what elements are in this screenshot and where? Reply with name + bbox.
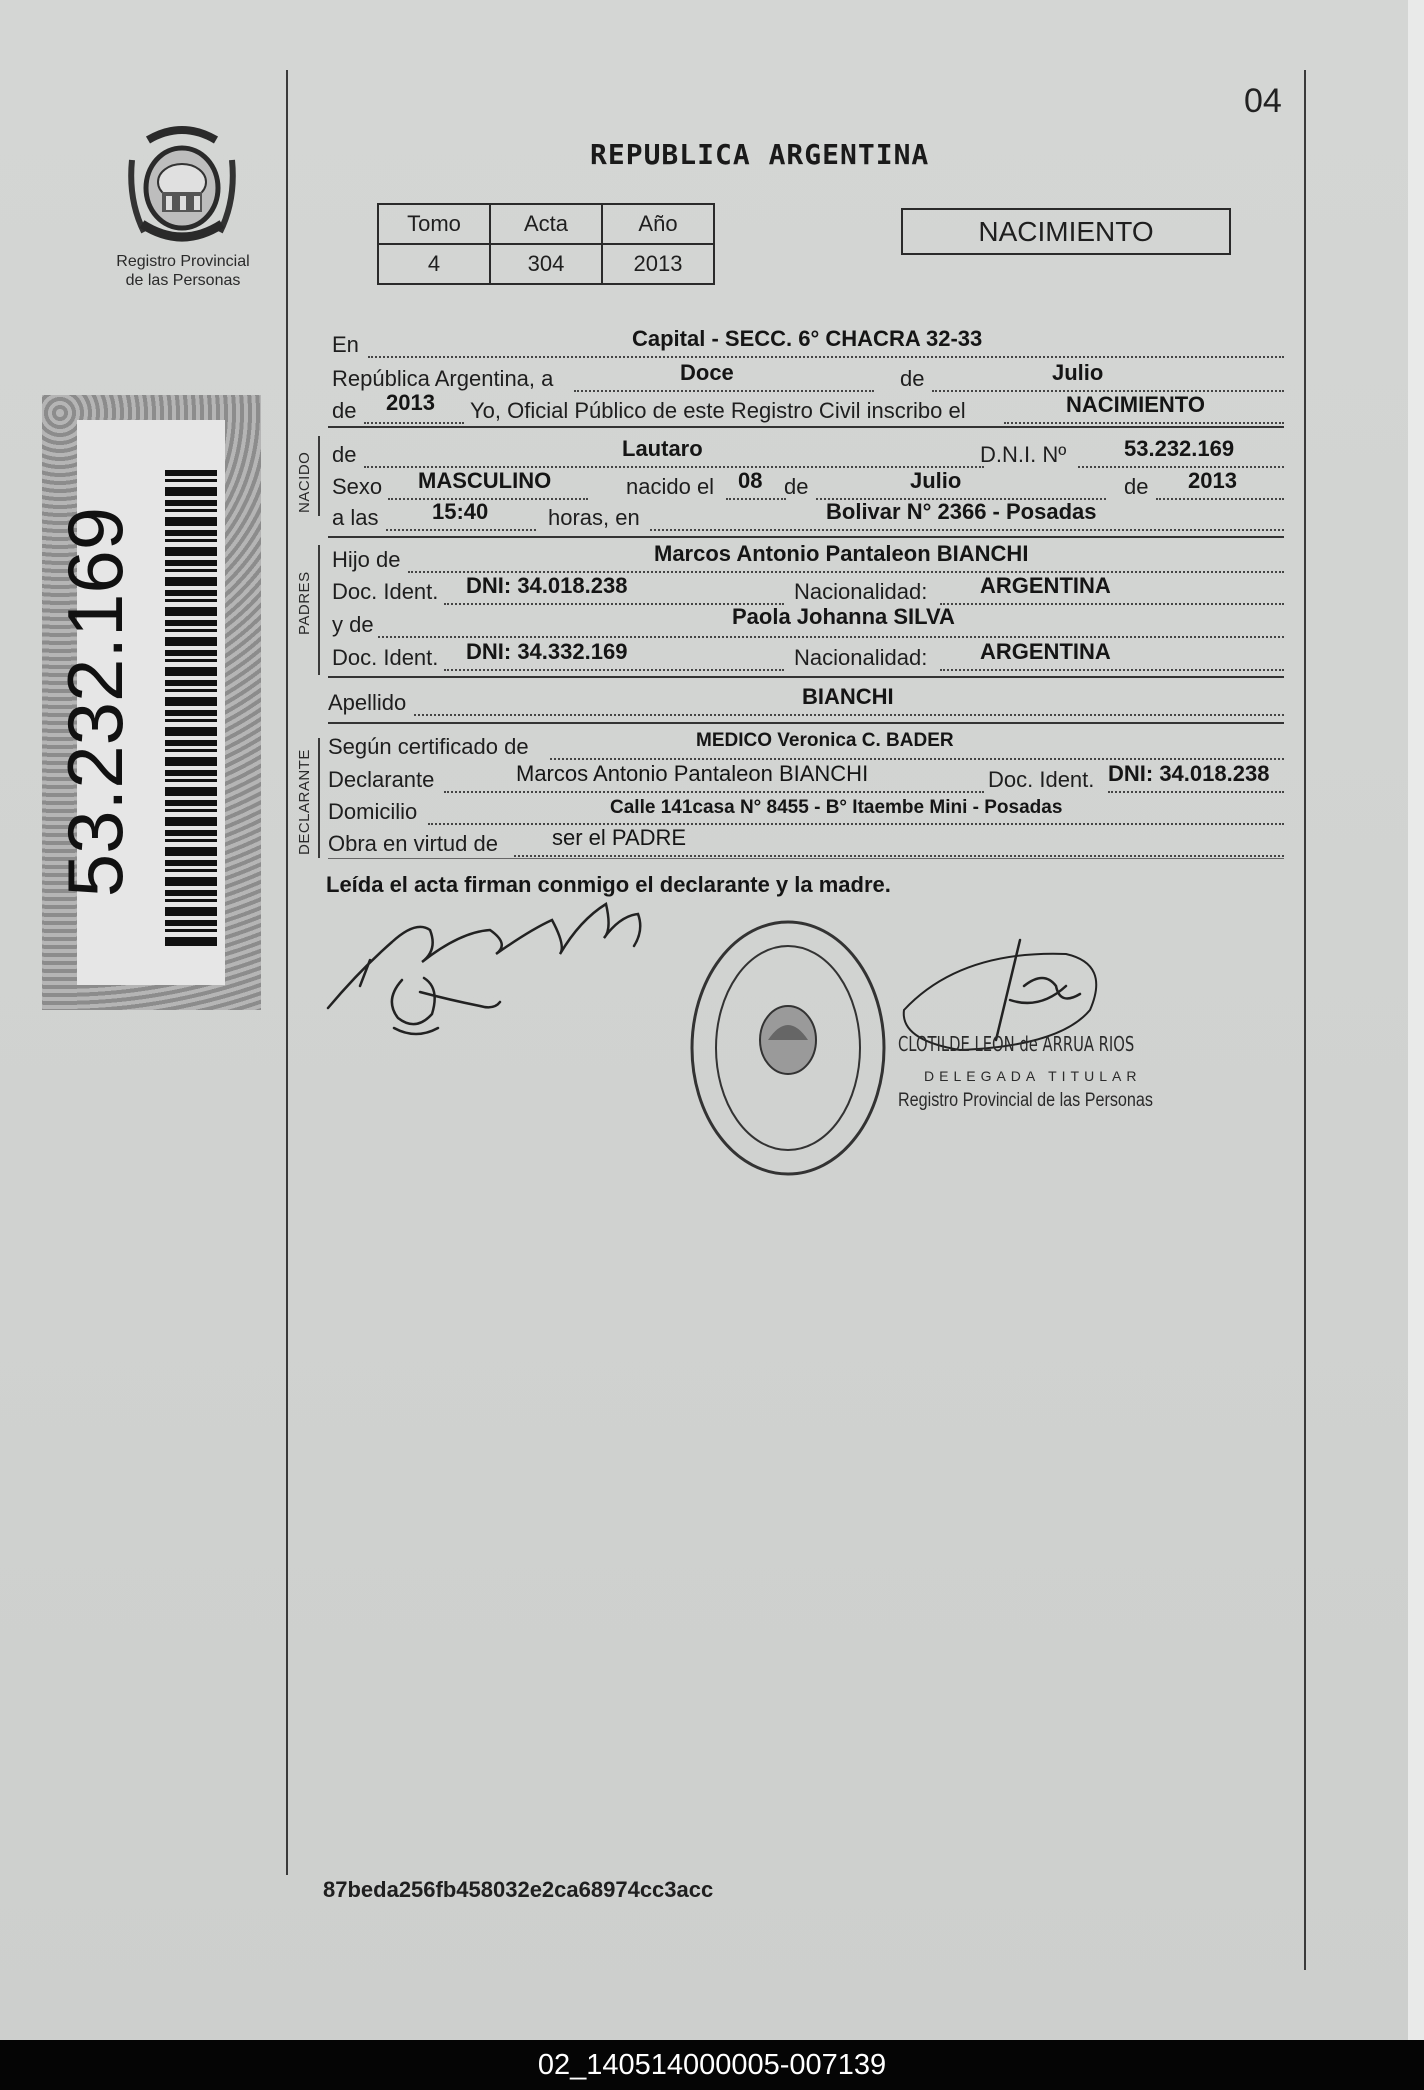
label-hijo-de: Hijo de xyxy=(332,547,401,572)
label-doc-ident-1: Doc. Ident. xyxy=(332,579,439,604)
value-declarante: Marcos Antonio Pantaleon BIANCHI xyxy=(516,761,869,786)
label-nacido-el: nacido el xyxy=(626,474,715,499)
closing-statement: Leída el acta firman conmigo el declarante y la madre. xyxy=(326,872,891,897)
row-apellido xyxy=(328,684,1284,720)
barcode-icon xyxy=(165,470,217,950)
row-domicilio xyxy=(328,797,1284,829)
value-madre: Paola Johanna SILVA xyxy=(732,604,955,629)
padres-bracket xyxy=(318,545,320,675)
office-line-2: de las Personas xyxy=(125,272,241,289)
label-doc-ident-2: Doc. Ident. xyxy=(332,645,439,670)
section-separator xyxy=(328,426,1284,428)
office-name xyxy=(100,252,266,290)
misiones-coat-of-arms-icon xyxy=(128,120,236,250)
official-seal-icon xyxy=(692,922,884,1174)
dotted-line xyxy=(940,667,1284,671)
dotted-line xyxy=(368,354,1284,358)
label-segun: Según certificado de xyxy=(328,734,529,759)
section-separator xyxy=(328,536,1284,538)
value-nombre: Lautaro xyxy=(622,436,703,461)
value-mes-acta: Julio xyxy=(1052,360,1104,385)
label-obra: Obra en virtud de xyxy=(328,831,498,856)
page-edge xyxy=(1408,0,1424,2040)
document-hash: 87beda256fb458032e2ca68974cc3acc xyxy=(323,1877,714,1902)
value-madre-nac: ARGENTINA xyxy=(980,639,1111,664)
label-en: En xyxy=(332,332,359,357)
dni-barcode-strip xyxy=(42,395,261,1010)
registry-value-anio: 2013 xyxy=(602,244,714,284)
dotted-line xyxy=(444,667,784,671)
registry-header-acta: Acta xyxy=(490,204,602,244)
office-line-1: Registro Provincial xyxy=(116,253,250,270)
dotted-line xyxy=(1156,496,1284,500)
dotted-line xyxy=(364,420,464,424)
row-madre-doc xyxy=(328,639,1284,675)
label-republica: República Argentina, a xyxy=(332,366,554,391)
section-separator xyxy=(328,858,1284,859)
stamp-organization: Registro Provincial de las Personas xyxy=(898,1090,1153,1111)
row-hora xyxy=(328,499,1284,535)
value-madre-doc: DNI: 34.332.169 xyxy=(466,639,628,664)
value-mes-nac: Julio xyxy=(910,468,962,493)
value-padre: Marcos Antonio Pantaleon BIANCHI xyxy=(654,541,1029,566)
dotted-line xyxy=(444,789,984,793)
registry-table xyxy=(377,203,715,285)
value-padre-nac: ARGENTINA xyxy=(980,573,1111,598)
dni-barcode-panel xyxy=(51,420,225,985)
value-dia-acta: Doce xyxy=(680,360,734,385)
value-padre-doc: DNI: 34.018.238 xyxy=(466,573,628,598)
section-separator xyxy=(328,722,1284,724)
label-nacionalidad-2: Nacionalidad: xyxy=(794,645,928,670)
dotted-line xyxy=(550,756,1284,760)
label-de: de xyxy=(900,366,925,391)
value-lugar: Capital - SECC. 6° CHACRA 32-33 xyxy=(632,326,983,351)
dni-barcode-number: 53.232.169 xyxy=(51,506,139,898)
document-title: REPUBLICA ARGENTINA xyxy=(590,138,930,171)
row-certificado xyxy=(328,732,1284,764)
label-declarante: Declarante xyxy=(328,767,435,792)
label-horas-en: horas, en xyxy=(548,505,640,530)
registry-value-tomo: 4 xyxy=(378,244,490,284)
dotted-line xyxy=(940,601,1284,605)
row-obra xyxy=(328,825,1284,861)
value-dni: 53.232.169 xyxy=(1124,436,1235,461)
row-madre xyxy=(328,604,1284,642)
label-de-name: de xyxy=(332,442,357,467)
value-obra: ser el PADRE xyxy=(552,825,687,850)
act-type-box: NACIMIENTO xyxy=(901,208,1231,255)
section-label-nacido: NACIDO xyxy=(296,451,313,513)
row-inscribe xyxy=(328,390,1284,428)
value-domicilio: Calle 141casa N° 8455 - B° Itaembe Mini - Posadas xyxy=(610,797,1063,818)
dotted-line xyxy=(1078,464,1284,468)
dotted-line xyxy=(650,527,1284,531)
label-nacionalidad-1: Nacionalidad: xyxy=(794,579,928,604)
value-sexo: MASCULINO xyxy=(418,468,552,493)
value-dia-nac: 08 xyxy=(738,468,763,493)
section-label-declarante: DECLARANTE xyxy=(296,749,313,855)
scan-footer-id: 02_140514000005-007139 xyxy=(0,2040,1424,2090)
section-label-padres: PADRES xyxy=(296,571,313,635)
page-number: 04 xyxy=(1244,82,1282,120)
value-declarante-doc: DNI: 34.018.238 xyxy=(1108,761,1270,786)
nacido-bracket xyxy=(318,436,320,516)
label-yo: Yo, Oficial Público de este Registro Civil inscribo el xyxy=(470,398,966,423)
label-de-year: de xyxy=(332,398,357,423)
label-doc-ident-3: Doc. Ident. xyxy=(988,767,1095,792)
dotted-line xyxy=(1004,420,1284,424)
registry-header-tomo: Tomo xyxy=(378,204,490,244)
label-sexo: Sexo xyxy=(332,474,383,499)
dotted-line xyxy=(414,712,1284,716)
label-y-de: y de xyxy=(332,612,374,637)
label-dni: D.N.I. Nº xyxy=(980,442,1067,467)
declarante-bracket xyxy=(318,738,320,858)
row-declarante xyxy=(328,761,1284,797)
dotted-line xyxy=(1108,789,1284,793)
dotted-line xyxy=(386,527,536,531)
stamp-official-name: CLOTILDE LEON de ARRUA RIOS xyxy=(898,1032,1135,1056)
value-anio-acta: 2013 xyxy=(386,390,435,415)
dotted-line xyxy=(726,496,786,500)
label-apellido: Apellido xyxy=(328,690,407,715)
value-certificado: MEDICO Veronica C. BADER xyxy=(696,730,954,751)
value-hora: 15:40 xyxy=(432,499,489,524)
value-tipo: NACIMIENTO xyxy=(1066,392,1205,417)
label-de-day: de xyxy=(784,474,809,499)
signature-madre xyxy=(392,978,500,1034)
stamp-official-role: DELEGADA TITULAR xyxy=(924,1068,1142,1084)
right-margin-line xyxy=(1304,70,1306,1970)
registry-value-acta: 304 xyxy=(490,244,602,284)
signature-declarante xyxy=(328,904,640,1008)
section-separator xyxy=(328,676,1284,678)
label-domicilio: Domicilio xyxy=(328,799,418,824)
dotted-line xyxy=(574,388,874,392)
label-de-month: de xyxy=(1124,474,1149,499)
dotted-line xyxy=(514,853,1284,857)
value-apellido: BIANCHI xyxy=(802,684,894,709)
dotted-line xyxy=(378,634,1284,638)
left-margin-line xyxy=(286,70,288,1875)
value-lugar-nac: Bolivar N° 2366 - Posadas xyxy=(826,499,1097,524)
value-anio-nac: 2013 xyxy=(1188,468,1237,493)
label-a-las: a las xyxy=(332,505,379,530)
registry-header-anio: Año xyxy=(602,204,714,244)
row-lugar xyxy=(328,326,1284,362)
